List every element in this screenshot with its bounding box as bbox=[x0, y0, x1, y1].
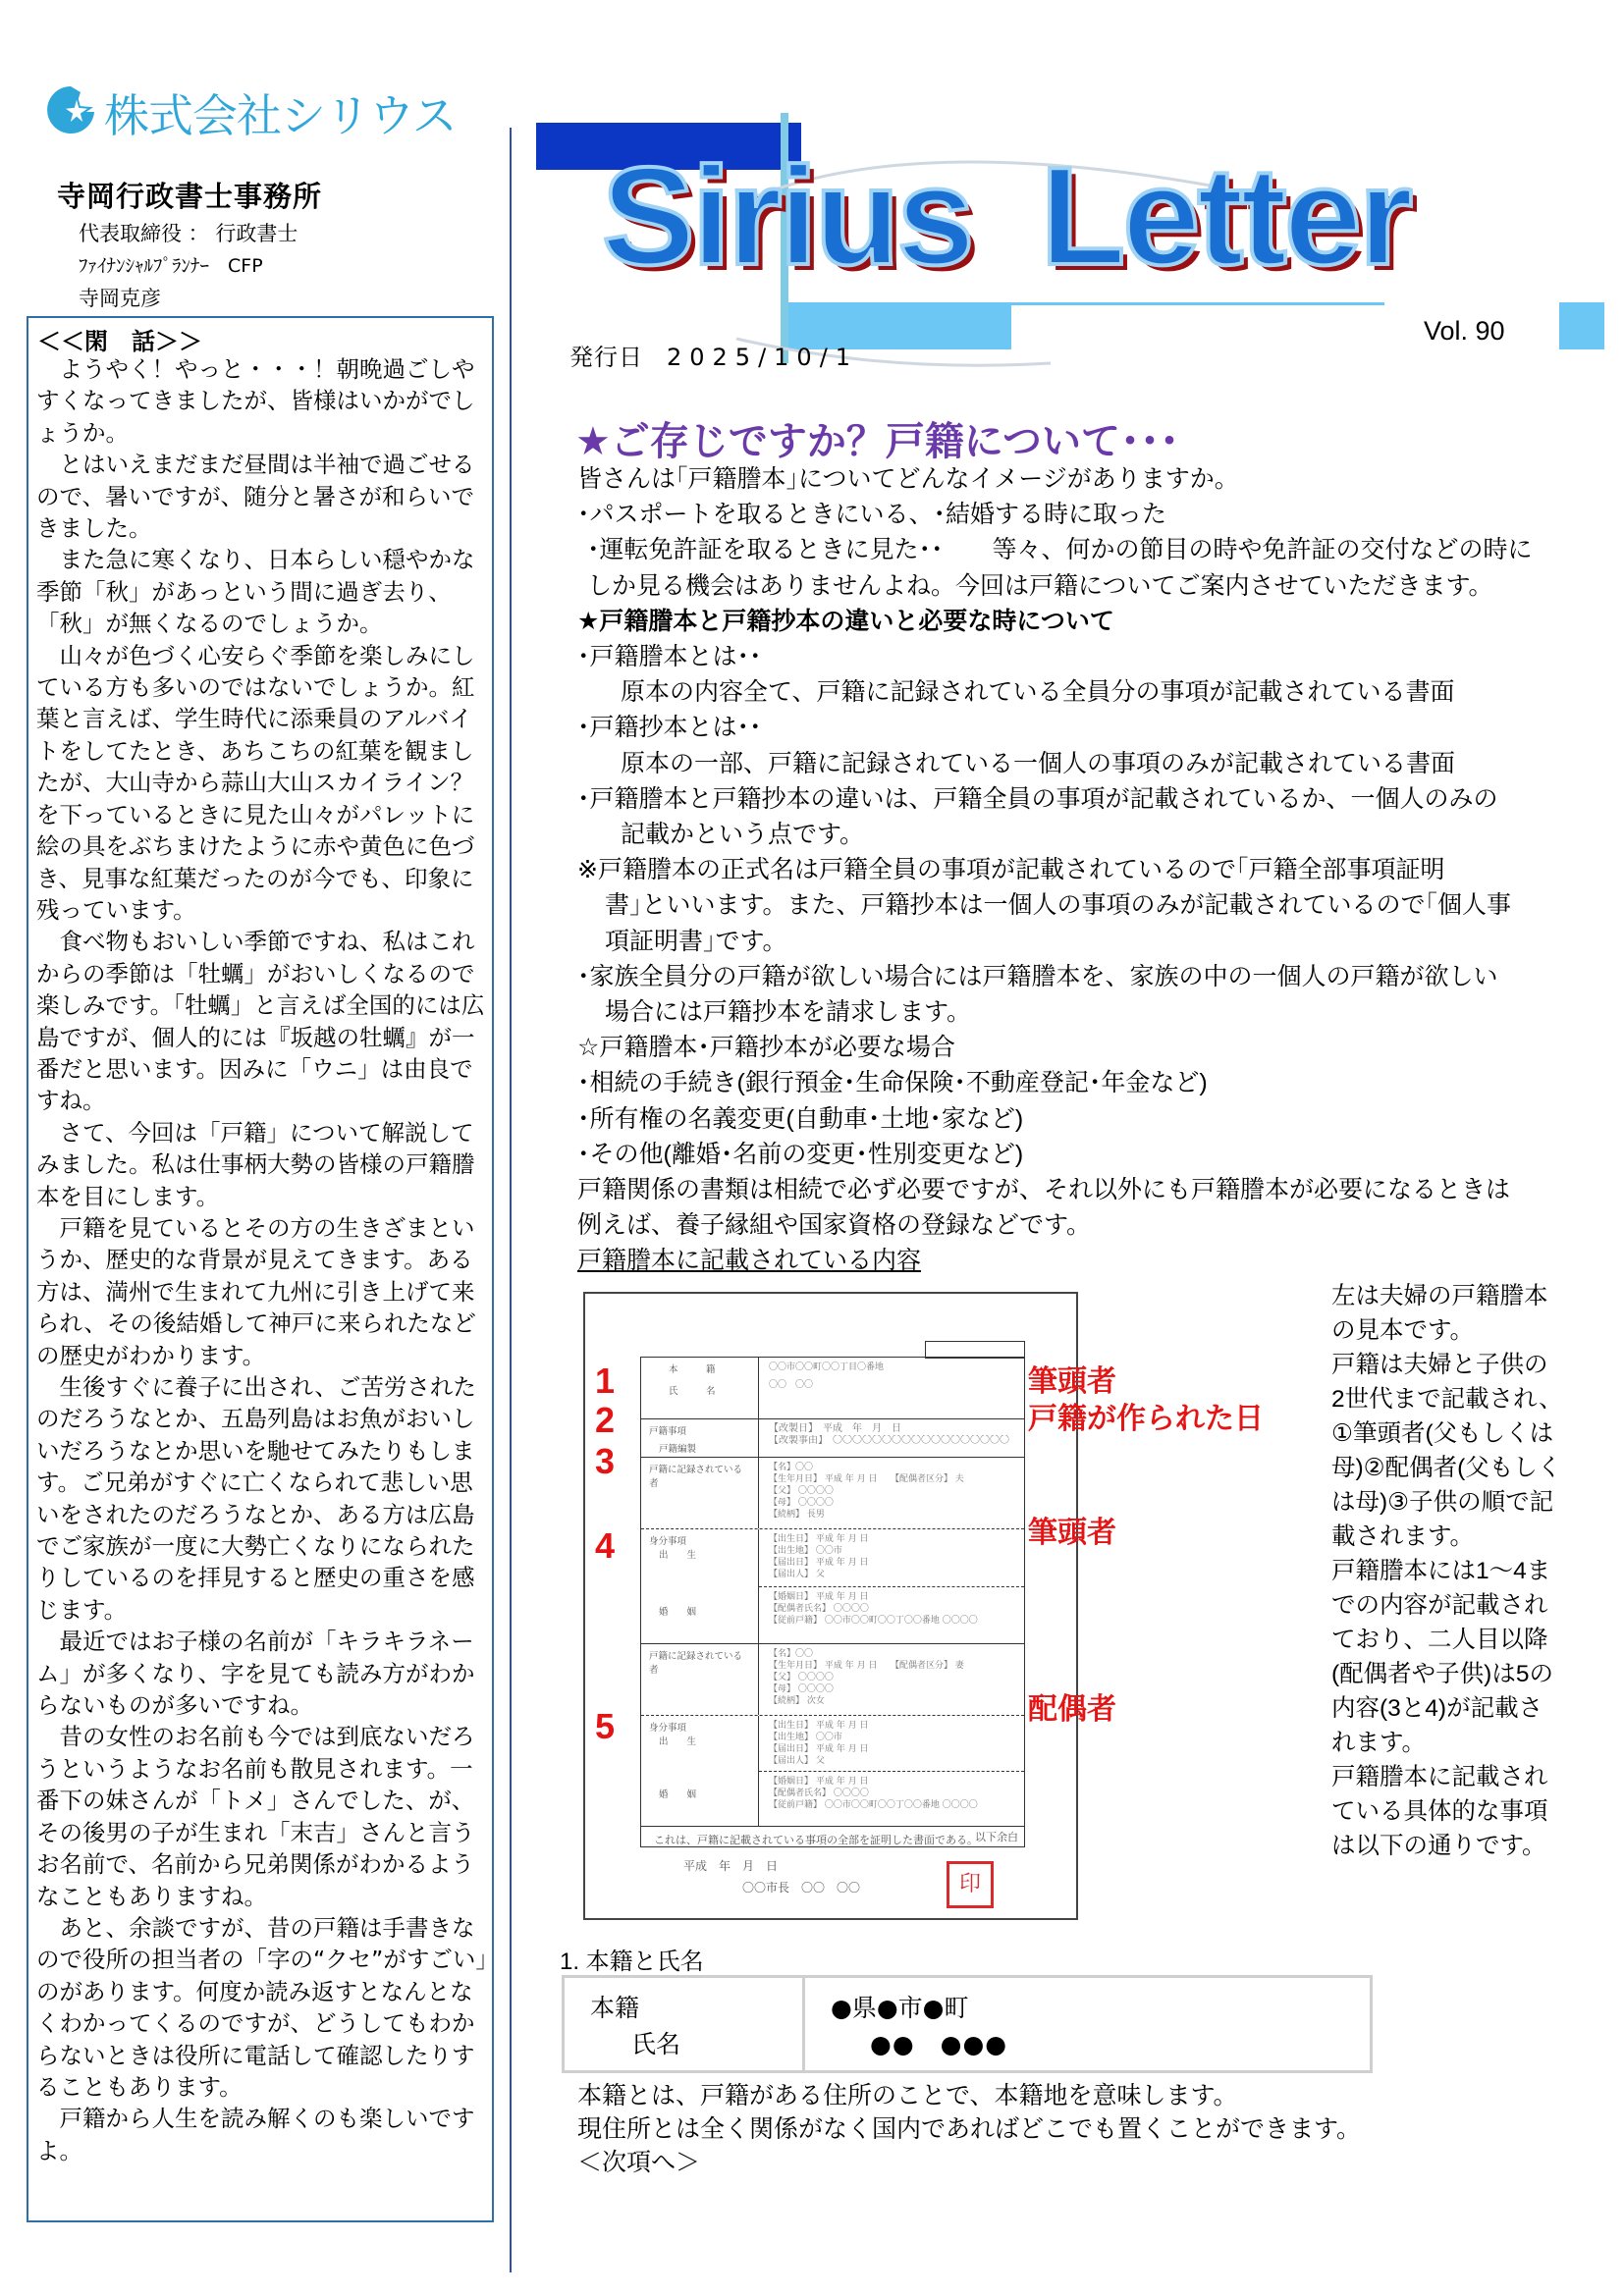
article-line: 例えば、養子縁組や国家資格の登録などです。 bbox=[577, 1211, 1092, 1240]
article-line: しか見る機会はありませんよね。今回は戸籍についてご案内させていただきます。 bbox=[587, 571, 1493, 600]
column-paragraph: あと、余談ですが、昔の戸籍は手書きなので役所の担当者の「字の“クセ”がすごい」のがあります。何度か読み返すとなんとなくわかってくるのですが、どうしてもわからないときは役所に電話して確認したりすることもあります。 bbox=[36, 1913, 488, 2101]
article-line: 皆さんは｢戸籍謄本｣についてどんなイメージがありますか。 bbox=[577, 465, 1239, 493]
article-body bbox=[577, 461, 1618, 1279]
article-line: ･相続の手続き(銀行預金･生命保険･不動産登記･年金など) bbox=[577, 1069, 1208, 1097]
birth-line: 【届出日】 平成 年 月 日 bbox=[769, 1558, 869, 1568]
honseki-value: 〇〇市〇〇町〇〇丁目〇番地 bbox=[769, 1362, 885, 1372]
honseki-label: 本籍 bbox=[590, 1994, 640, 2022]
title-word-sirius: Sirius bbox=[602, 138, 972, 294]
certificate-date: 平成 年 月 日 bbox=[683, 1859, 779, 1873]
section-number-5: 5 bbox=[595, 1706, 616, 1746]
article-line: ･戸籍抄本とは･･ bbox=[577, 714, 762, 742]
masthead-bar-end bbox=[1559, 302, 1604, 349]
explanation-line: ている具体的な事項 bbox=[1331, 1798, 1548, 1825]
column-heading: ＜＜閑 話＞＞ bbox=[37, 328, 202, 355]
end-note: 以下余白 bbox=[975, 1831, 1018, 1843]
column-paragraph: 食べ物もおいしい季節ですね、私はこれからの季節は「牡蠣」がおいしくなるので楽しみです。「牡蠣」と言えば全国的には広島ですが、個人的には『坂越の牡蠣』が一番だと思います。因みに「ウニ」は由良ですね。 bbox=[36, 928, 485, 1115]
birth-label: 出 生 bbox=[659, 1550, 697, 1561]
explanation-line: (配偶者や子供)は5の bbox=[1331, 1661, 1553, 1687]
certificate-statement: これは、戸籍に記載されている事項の全部を証明した書面である。 bbox=[654, 1834, 978, 1846]
column-paragraph: 戸籍を見ているとその方の生きざまというか、歴史的な背景が見えてきます。ある方は、満州で生まれて九州に引き上げて来られ、その後結婚して神戸に来られたなどの歴史がわかります。 bbox=[36, 1213, 476, 1369]
article-line: ･家族全員分の戸籍が欲しい場合には戸籍謄本を、家族の中の一個人の戸籍が欲しい bbox=[577, 962, 1498, 990]
explanation-line: ており、二人目以降 bbox=[1331, 1627, 1548, 1653]
article-line: 戸籍関係の書類は相続で必ず必要ですが、それ以外にも戸籍謄本が必要になるときは bbox=[577, 1176, 1511, 1204]
explanation-line: 戸籍謄本に記載され bbox=[1331, 1764, 1548, 1790]
office-name: 寺岡行政書士事務所 bbox=[57, 180, 323, 213]
marriage-line: 【従前戸籍】 〇〇市〇〇町〇〇丁〇〇番地 〇〇〇〇 bbox=[769, 1800, 978, 1810]
column-body bbox=[36, 353, 488, 2166]
issue-date-value: 2025/10/1 bbox=[667, 344, 859, 371]
article-line: ･その他(離婚･名前の変更･性別変更など) bbox=[577, 1140, 1024, 1168]
section-1-table bbox=[562, 1975, 1373, 2073]
section-1-line: 現住所とは全く関係がなく国内であればどこでも置くことができます。 bbox=[577, 2115, 1362, 2143]
article-line: 記載かという点です。 bbox=[621, 821, 865, 849]
article-line: 項証明書｣です。 bbox=[605, 927, 787, 955]
koseki-row-person2 bbox=[641, 1643, 1024, 1715]
person1-line: 【母】 〇〇〇〇 bbox=[769, 1498, 834, 1508]
person-label: 戸籍に記録されている者 bbox=[641, 1644, 759, 1715]
volume-number: Vol. 90 bbox=[1424, 316, 1505, 346]
article-line: 書｣といいます。また、戸籍抄本は一個人の事項のみが記載されているので｢個人事 bbox=[605, 891, 1512, 920]
article-subheading: ☆戸籍謄本･戸籍抄本が必要な場合 bbox=[577, 1034, 955, 1062]
article-line: 原本の内容全て、戸籍に記録されている全員分の事項が記載されている書面 bbox=[621, 678, 1455, 707]
label-hittousha: 筆頭者 bbox=[1028, 1364, 1116, 1399]
person2-line: 【生年月日】 平成 年 月 日 【配偶者区分】 妻 bbox=[769, 1661, 964, 1671]
shimei-label: 氏名 bbox=[631, 2030, 681, 2058]
article-line: ※戸籍謄本の正式名は戸籍全員の事項が記載されているので｢戸籍全部事項証明 bbox=[577, 856, 1445, 884]
section-number-1: 1 bbox=[595, 1361, 616, 1401]
explanation-line: の見本です。 bbox=[1331, 1317, 1475, 1344]
honseki-label: 本 籍 bbox=[669, 1364, 716, 1375]
section-number-2: 2 bbox=[595, 1400, 616, 1440]
article-line: ･パスポートを取るときにいる、･結婚する時に取った bbox=[577, 501, 1167, 529]
birth-line: 【出生地】 〇〇市 bbox=[769, 1733, 842, 1742]
koseki-row-honseki bbox=[641, 1358, 1024, 1418]
section-1-body bbox=[577, 2079, 1361, 2179]
title-word-letter: Letter bbox=[1040, 138, 1411, 294]
koseki-row-person1 bbox=[641, 1457, 1024, 1528]
section-1-title: 1. 本籍と氏名 bbox=[560, 1949, 704, 1975]
marriage-label: 婚 姻 bbox=[659, 1789, 697, 1800]
explanation-line: 戸籍謄本には1～4ま bbox=[1331, 1558, 1551, 1584]
section-number-4: 4 bbox=[595, 1525, 616, 1566]
star-logo-icon bbox=[43, 82, 98, 137]
koseki-sample-image bbox=[583, 1292, 1078, 1920]
office-title: 代表取締役 ： 行政書士 bbox=[79, 222, 298, 245]
column-paragraph: さて、今回は「戸籍」について解説してみました。私は仕事柄大勢の皆様の戸籍謄本を目にします。 bbox=[36, 1118, 475, 1210]
birth-label: 出 生 bbox=[659, 1736, 697, 1747]
issue-date bbox=[569, 338, 858, 372]
explanation-line: 載されます。 bbox=[1331, 1523, 1475, 1550]
shimei-value: ●● ●●● bbox=[870, 2030, 1008, 2058]
article-line: ･戸籍謄本と戸籍抄本の違いは、戸籍全員の事項が記載されているか、一個人のみの bbox=[577, 784, 1498, 813]
sample-explanation bbox=[1331, 1279, 1597, 1863]
next-page-link[interactable]: ＜次項へ＞ bbox=[577, 2149, 701, 2176]
article-line: 原本の一部、戸籍に記録されている一個人の事項のみが記載されている書面 bbox=[621, 749, 1456, 777]
article-line: ･所有権の名義変更(自動車･土地･家など) bbox=[577, 1104, 1024, 1133]
column-paragraph: 山々が色づく心安らぐ季節を楽しみにしている方も多いのではないでしょうか。紅葉と言えば、学生時代に添乗員のアルバイトをしてたとき、あちこちの紅葉を観ましたが、大山寺から蒜山大山スカイライン？を下っているときに見た山々がパレットに絵の具をぶちまけたように赤や黄色に色づき、見事な紅葉だったのが今でも、印象に残っています。 bbox=[36, 641, 475, 924]
marriage-line: 【配偶者氏名】 〇〇〇〇 bbox=[769, 1604, 869, 1614]
office-fp-title: ﾌｧｲﾅﾝｼｬﾙﾌﾟﾗﾝﾅｰ CFP bbox=[79, 255, 263, 277]
explanation-line: ①筆頭者(父もしくは bbox=[1331, 1420, 1554, 1447]
section-1-line: 本籍とは、戸籍がある住所のことで、本籍地を意味します。 bbox=[577, 2082, 1238, 2109]
person1-line: 【生年月日】 平成 年 月 日 【配偶者区分】 夫 bbox=[769, 1474, 964, 1484]
marriage-line: 【従前戸籍】 〇〇市〇〇町〇〇丁〇〇番地 〇〇〇〇 bbox=[769, 1616, 978, 1626]
marriage-line: 【配偶者氏名】 〇〇〇〇 bbox=[769, 1789, 869, 1798]
company-logo bbox=[43, 79, 457, 147]
person1-line: 【父】 〇〇〇〇 bbox=[769, 1486, 834, 1496]
label-hittousha-2: 筆頭者 bbox=[1028, 1516, 1116, 1550]
label-haigusha: 配偶者 bbox=[1028, 1692, 1116, 1727]
explanation-line: 戸籍は夫婦と子供の bbox=[1331, 1352, 1548, 1378]
jiko-label: 戸籍事項 bbox=[649, 1426, 687, 1437]
article-line: 場合には戸籍抄本を請求します。 bbox=[605, 998, 972, 1027]
kaisei-date: 【改製日】 平成 年 月 日 bbox=[769, 1423, 901, 1434]
explanation-line: は母)③子供の順で記 bbox=[1331, 1489, 1554, 1516]
person1-line: 【名】〇〇 bbox=[769, 1463, 814, 1472]
column-paragraph: とはいえまだまだ昼間は半袖で過ごせるので、暑いですが、随分と暑さが和らいできました。 bbox=[36, 451, 475, 543]
birth-line: 【届出人】 父 bbox=[769, 1570, 825, 1579]
section-number-3: 3 bbox=[595, 1441, 616, 1481]
marriage-label: 婚 姻 bbox=[659, 1607, 697, 1618]
koseki-row-status2 bbox=[641, 1715, 1024, 1826]
koseki-row-status1 bbox=[641, 1528, 1024, 1643]
article-line: ･戸籍謄本とは･･ bbox=[577, 643, 762, 671]
person1-line: 【続柄】 長男 bbox=[769, 1510, 825, 1520]
issue-date-label: 発行日 bbox=[569, 344, 643, 371]
person-label: 戸籍に記録されている者 bbox=[641, 1458, 759, 1528]
koseki-table bbox=[640, 1357, 1025, 1847]
newsletter-title bbox=[602, 138, 1411, 294]
hensei-label: 戸籍編製 bbox=[659, 1444, 697, 1455]
explanation-line: れます。 bbox=[1331, 1730, 1427, 1756]
marriage-line: 【婚姻日】 平成 年 月 日 bbox=[769, 1777, 869, 1787]
office-representative: 寺岡克彦 bbox=[79, 287, 161, 310]
explanation-line: 内容(3と4)が記載さ bbox=[1331, 1695, 1543, 1722]
article-line: ･運転免許証を取るときに見た･･ 等々、何かの節目の時や免許証の交付などの時に bbox=[587, 536, 1533, 564]
person2-line: 【名】〇〇 bbox=[769, 1649, 814, 1659]
honseki-value: ●県●市●町 bbox=[831, 1994, 969, 2022]
mayor-line: 〇〇市長 〇〇 〇〇 bbox=[742, 1881, 861, 1895]
column-paragraph: 最近ではお子様の名前が「キラキラネーム」が多くなり、字を見ても読み方がわからないものが多いですね。 bbox=[36, 1628, 475, 1720]
article-subheading: ★戸籍謄本と戸籍抄本の違いと必要な時について bbox=[577, 607, 1114, 635]
marriage-line: 【婚姻日】 平成 年 月 日 bbox=[769, 1592, 869, 1602]
company-name: 株式会社シリウス bbox=[104, 89, 457, 142]
birth-line: 【届出人】 父 bbox=[769, 1756, 825, 1766]
shimei-label: 氏 名 bbox=[669, 1386, 716, 1397]
column-paragraph: 生後すぐに養子に出され、ご苦労されたのだろうなとか、五島列島はお魚がおいしいだろうなとか思いを馳せてみたりもします。ご兄弟がすぐに亡くなられて悲しい思いをされたのだろうなとか、ある方は広島でご家族が一度に大勢亡くなりになられたりしているのを拝見すると歴史の重さを感じます。 bbox=[36, 1373, 476, 1624]
person2-line: 【母】 〇〇〇〇 bbox=[769, 1684, 834, 1694]
explanation-line: は以下の通りです。 bbox=[1331, 1833, 1546, 1859]
person2-line: 【続柄】 次女 bbox=[769, 1696, 825, 1706]
explanation-line: 母)②配偶者(父もしく bbox=[1331, 1455, 1562, 1481]
label-koseki-created-date: 戸籍が作られた日 bbox=[1028, 1402, 1264, 1436]
birth-line: 【出生日】 平成 年 月 日 bbox=[769, 1721, 869, 1731]
status-label: 身分事項 bbox=[649, 1723, 687, 1734]
birth-line: 【出生日】 平成 年 月 日 bbox=[769, 1534, 869, 1544]
article-underlined-heading: 戸籍謄本に記載されている内容 bbox=[577, 1247, 922, 1275]
koseki-row-jiko bbox=[641, 1418, 1024, 1457]
column-paragraph: 戸籍から人生を読み解くのも楽しいですよ。 bbox=[36, 2105, 475, 2164]
article-title: ★ご存じですか？戸籍について･･･ bbox=[575, 419, 1180, 464]
seal-stamp: 印 bbox=[947, 1861, 994, 1908]
column-paragraph: ようやく！やっと・・・！朝晩過ごしやすくなってきましたが、皆様はいかがでしょうか。 bbox=[36, 355, 475, 447]
column-paragraph: 昔の女性のお名前も今では到底ないだろうというようなお名前も散見されます。一番下の妹さんが「トメ」さんでした、が、その後男の子が生まれ「末吉」さんと言うお名前で、名前から兄弟関係がわかるようなこともありますね。 bbox=[36, 1723, 475, 1910]
explanation-line: での内容が記載され bbox=[1331, 1592, 1548, 1619]
kaisei-reason: 【改製事由】 〇〇〇〇〇〇〇〇〇〇〇〇〇〇〇〇〇〇 bbox=[769, 1435, 1009, 1446]
column-divider bbox=[510, 128, 512, 2272]
birth-line: 【出生地】 〇〇市 bbox=[769, 1546, 842, 1556]
shimei-value: 〇〇 〇〇 bbox=[769, 1380, 814, 1390]
column-paragraph: また急に寒くなり、日本らしい穏やかな季節「秋」があっという間に過ぎ去り、「秋」が無くなるのでしょうか。 bbox=[36, 546, 475, 638]
status-label: 身分事項 bbox=[649, 1536, 687, 1547]
person2-line: 【父】 〇〇〇〇 bbox=[769, 1673, 834, 1682]
birth-line: 【届出日】 平成 年 月 日 bbox=[769, 1744, 869, 1754]
explanation-line: 左は夫婦の戸籍謄本 bbox=[1331, 1283, 1548, 1309]
explanation-line: 2世代まで記載され、 bbox=[1331, 1386, 1563, 1413]
